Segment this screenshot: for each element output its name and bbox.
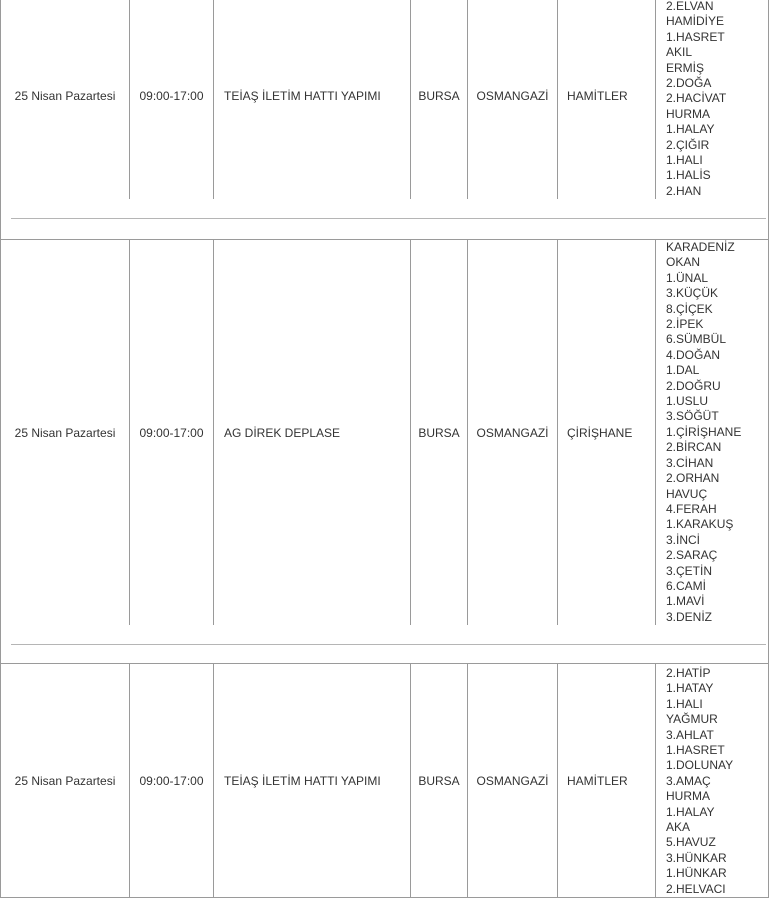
separator-rule	[11, 218, 766, 219]
street-item: AKIL	[666, 45, 693, 60]
row-separator	[0, 625, 769, 664]
street-item: 1.HALI	[666, 153, 703, 168]
district-cell: OSMANGAZİ	[468, 240, 558, 626]
street-item: 2.DOĞA	[666, 76, 712, 91]
city-cell: BURSA	[411, 664, 468, 898]
street-item: 2.SARAÇ	[666, 548, 718, 563]
street-item: 1.USLU	[666, 394, 709, 409]
street-item: HAVUÇ	[666, 486, 708, 501]
street-item: 2.HACİVAT	[666, 91, 727, 106]
city-cell: BURSA	[411, 0, 468, 200]
street-item: AKA	[666, 820, 691, 835]
street-item: 2.DOĞRU	[666, 378, 721, 393]
street-item: 1.KARAKUŞ	[666, 517, 734, 532]
street-item: 2.BİRCAN	[666, 440, 722, 455]
streets-list	[666, 240, 768, 625]
district-cell: OSMANGAZİ	[468, 0, 558, 200]
street-item: 6.CAMİ	[666, 578, 707, 593]
description-cell: TEİAŞ İLETİM HATTI YAPIMI	[214, 664, 411, 898]
street-item: 1.DAL	[666, 363, 700, 378]
street-item: 3.ÇETİN	[666, 563, 713, 578]
street-item: OKAN	[666, 255, 701, 270]
street-item: 3.HÜNKAR	[666, 850, 727, 865]
street-item: 6.SÜMBÜL	[666, 332, 727, 347]
neighborhood-cell: HAMİTLER	[558, 0, 656, 200]
street-item: 1.HALI	[666, 696, 703, 711]
street-item: KARADENİZ	[666, 240, 735, 254]
street-item: ERMİŞ	[666, 60, 705, 75]
street-item: YAĞMUR	[666, 712, 718, 727]
outage-row-1	[0, 0, 769, 200]
street-item: 3.CİHAN	[666, 455, 714, 470]
streets-list	[666, 0, 768, 199]
time-cell: 09:00-17:00	[130, 664, 214, 898]
street-item: 3.KÜÇÜK	[666, 286, 719, 301]
streets-cell	[656, 0, 769, 200]
date-cell: 25 Nisan Pazartesi	[1, 0, 130, 200]
time-cell: 09:00-17:00	[130, 240, 214, 626]
street-item: 3.AHLAT	[666, 727, 714, 742]
street-item: 1.HALAY	[666, 804, 715, 819]
street-item: 1.ÇİRİŞHANE	[666, 424, 742, 439]
street-item: 3.İNCİ	[666, 532, 701, 547]
street-item: 1.ÜNAL	[666, 270, 709, 285]
outage-row-3	[0, 663, 769, 898]
street-item: 1.MAVİ	[666, 594, 705, 609]
separator-rule	[11, 644, 766, 645]
neighborhood-cell: HAMİTLER	[558, 664, 656, 898]
street-item: 1.HASRET	[666, 29, 725, 44]
street-item: 5.HAVUZ	[666, 835, 716, 850]
outage-row-2	[0, 239, 769, 626]
street-item: HURMA	[666, 106, 710, 121]
streets-list	[666, 664, 768, 897]
street-item: 3.AMAÇ	[666, 773, 711, 788]
street-item: 2.ÇIĞIR	[666, 137, 710, 152]
city-cell: BURSA	[411, 240, 468, 626]
street-item: HAMİDİYE	[666, 14, 725, 29]
district-cell: OSMANGAZİ	[468, 664, 558, 898]
street-item: 2.ELVAN	[666, 0, 714, 13]
street-item: 2.HELVACI	[666, 881, 726, 896]
street-item: 3.SÖĞÜT	[666, 409, 719, 424]
street-item: 2.HAN	[666, 183, 702, 198]
street-item: 1.HATAY	[666, 681, 714, 696]
street-item: 4.DOĞAN	[666, 347, 721, 362]
street-item: 1.HASRET	[666, 743, 725, 758]
street-item: 2.HATİP	[666, 666, 711, 680]
streets-cell	[656, 240, 769, 626]
streets-cell	[656, 664, 769, 898]
description-cell: TEİAŞ İLETİM HATTI YAPIMI	[214, 0, 411, 200]
time-cell: 09:00-17:00	[130, 0, 214, 200]
street-item: 2.İPEK	[666, 317, 704, 332]
street-item: 8.ÇİÇEK	[666, 301, 713, 316]
date-cell: 25 Nisan Pazartesi	[1, 664, 130, 898]
street-item: 4.FERAH	[666, 501, 717, 516]
neighborhood-cell: ÇİRİŞHANE	[558, 240, 656, 626]
street-item: 1.HALİS	[666, 168, 711, 183]
street-item: 1.HALAY	[666, 122, 715, 137]
street-item: 2.ORHAN	[666, 471, 720, 486]
street-item: 1.HÜNKAR	[666, 866, 727, 881]
street-item: 1.DOLUNAY	[666, 758, 734, 773]
street-item: 3.DENİZ	[666, 609, 713, 624]
date-cell: 25 Nisan Pazartesi	[1, 240, 130, 626]
description-cell: AG DİREK DEPLASE	[214, 240, 411, 626]
row-separator	[0, 199, 769, 240]
street-item: HURMA	[666, 789, 710, 804]
